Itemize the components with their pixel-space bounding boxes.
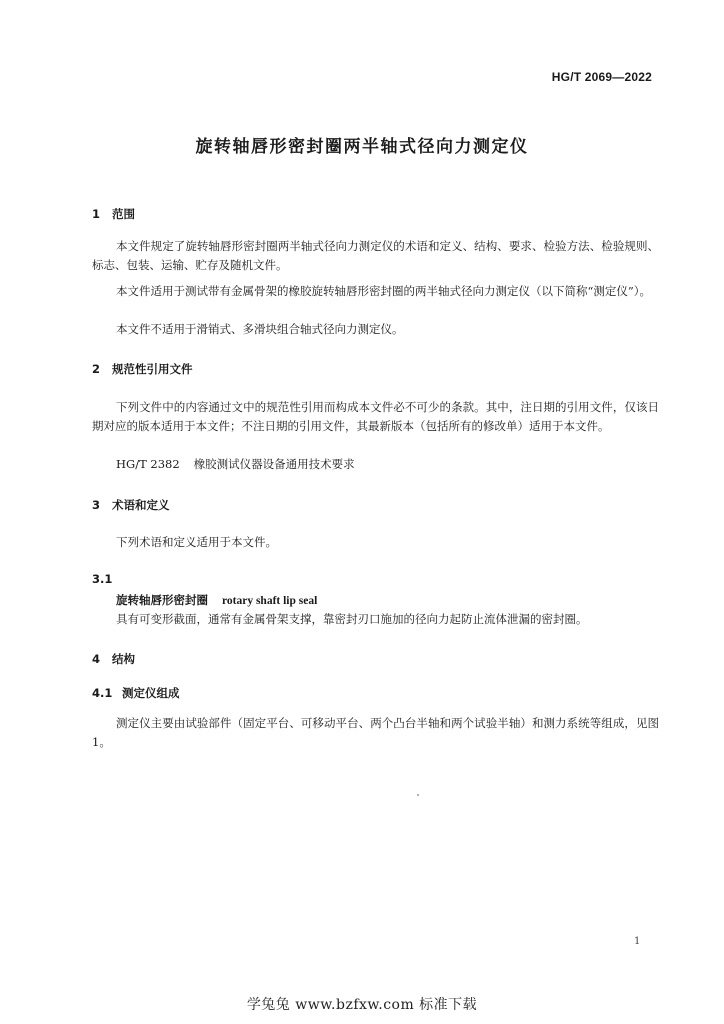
section-number: 4 (92, 652, 101, 666)
subsection-title: 测定仪组成 (122, 686, 180, 700)
reference-code: HG/T 2382 (116, 457, 180, 471)
section-number: 3 (92, 498, 101, 512)
section-title: 术语和定义 (112, 498, 170, 512)
term-english: rotary shaft lip seal (222, 595, 318, 607)
term-number: 3.1 (92, 572, 113, 586)
scan-speck (417, 794, 419, 796)
reference-title: 橡胶测试仪器设备通用技术要求 (193, 457, 355, 471)
section-title: 结构 (112, 652, 135, 666)
section-heading-normative-refs (92, 361, 193, 377)
scope-paragraph-1: 本文件规定了旋转轴唇形密封圈两半轴式径向力测定仪的术语和定义、结构、要求、检验方法、检验规则、标志、包装、运输、贮存及随机文件。 (92, 239, 659, 272)
section-title: 范围 (112, 207, 135, 221)
subsection-heading-composition (92, 685, 180, 701)
reference-entry (116, 456, 355, 472)
section-number: 1 (92, 207, 101, 221)
section-heading-terms (92, 497, 170, 513)
section-heading-structure (92, 651, 135, 667)
scope-paragraph-3: 本文件不适用于滑销式、多滑块组合轴式径向力测定仪。 (116, 322, 404, 336)
terms-intro: 下列术语和定义适用于本文件。 (116, 535, 277, 549)
section-heading-scope (92, 206, 135, 222)
section-title: 规范性引用文件 (112, 362, 193, 376)
term-chinese: 旋转轴唇形密封圈 (116, 593, 208, 607)
section-number: 2 (92, 362, 101, 376)
term-definition: 具有可变形截面，通常有金属骨架支撑，靠密封刃口施加的径向力起防止流体泄漏的密封圈。 (116, 612, 588, 626)
structure-paragraph: 测定仪主要由试验部件（固定平台、可移动平台、两个凸台半轴和两个试验半轴）和测力系统等组成，见图 1。 (92, 716, 659, 749)
scope-paragraph-2: 本文件适用于测试带有金属骨架的橡胶旋转轴唇形密封圈的两半轴式径向力测定仪（以下简称“测定仪”）。 (116, 284, 652, 298)
subsection-number: 4.1 (92, 686, 113, 700)
page-number: 1 (634, 936, 641, 947)
normative-refs-paragraph: 下列文件中的内容通过文中的规范性引用而构成本文件必不可少的条款。其中，注日期的引用文件，仅该日期对应的版本适用于本文件；不注日期的引用文件，其最新版本（包括所有的修改单）适用于本文件。 (92, 400, 659, 433)
term-entry (116, 592, 317, 608)
footer-watermark: 学兔兔 www.bzfxw.com 标准下载 (246, 997, 478, 1013)
document-title: 旋转轴唇形密封圈两半轴式径向力测定仪 (195, 137, 529, 157)
standard-code: HG/T 2069—2022 (551, 70, 652, 84)
